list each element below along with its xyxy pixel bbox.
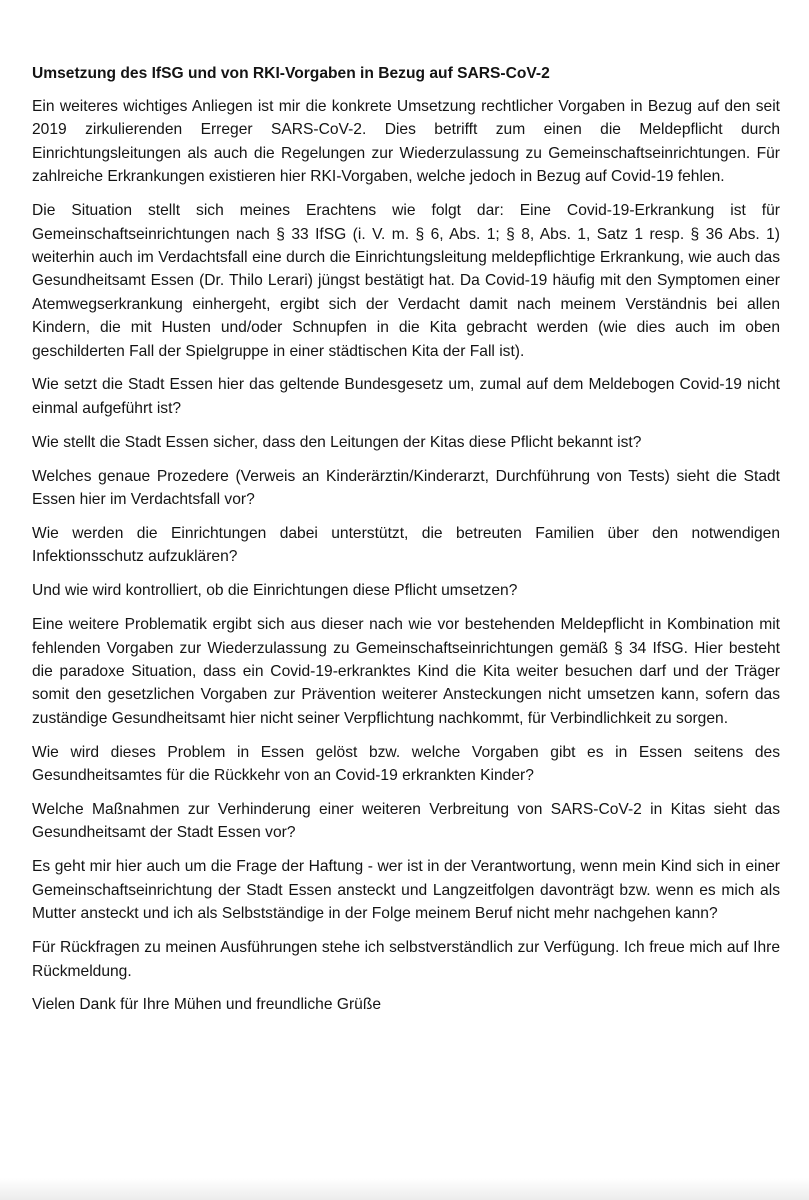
page-edge-shadow: [0, 1178, 809, 1200]
paragraph-intro: Ein weiteres wichtiges Anliegen ist mir die konkrete Umsetzung rechtlicher Vorgaben in Bezug auf den seit 2019 zirkulierenden Erreger SARS-CoV-2. Dies betrifft zum einen die Meldepflicht durch Einrichtungsleitungen als auch die Regelungen zur Wiederzulassung zu Gemeinschaftseinrichtungen. Für zahlreiche Erkrankungen existieren hier RKI-Vorgaben, welche jedoch in Bezug auf Covid-19 fehlen.: [32, 98, 780, 186]
question-federal-law: Wie setzt die Stadt Essen hier das geltende Bundesgesetz um, zumal auf dem Meldebogen Covid-19 nicht einmal aufgeführt ist?: [32, 376, 780, 417]
paragraph-closing: Für Rückfragen zu meinen Ausführungen stehe ich selbstverständlich zur Verfügung. Ich freue mich auf Ihre Rückmeldung.: [32, 939, 780, 980]
question-support: Wie werden die Einrichtungen dabei unterstützt, die betreuten Familien über den notwendigen Infektionsschutz aufzuklären?: [32, 525, 780, 566]
question-procedure: Welches genaue Prozedere (Verweis an Kinderärztin/Kinderarzt, Durchführung von Tests) sieht die Stadt Essen hier im Verdachtsfall vor?: [32, 467, 780, 509]
question-control: Und wie wird kontrolliert, ob die Einrichtungen diese Pflicht umsetzen?: [32, 582, 518, 600]
paragraph-liability: Es geht mir hier auch um die Frage der Haftung - wer ist in der Verantwortung, wenn mein Kind sich in einer Gemeinschaftseinrichtung der Stadt Essen ansteckt und Langzeitfolgen davonträgt bzw. wenn es mich als Mutter ansteckt und ich als Selbstständige in der Folge meinem Beruf nicht mehr nachgehen kann?: [32, 858, 780, 923]
paragraph-situation: Die Situation stellt sich meines Erachtens wie folgt dar: Eine Covid-19-Erkrankung ist für Gemeinschaftseinrichtungen nach § 33 IfSG (i. V. m. § 6, Abs. 1; § 8, Abs. 1, Satz 1 resp. § 36 Abs. 1) weiterhin auch im Verdachtsfall eine durch die Einrichtungsleitung meldepflichtige Erkrankung, wie auch das Gesundheitsamt Essen (Dr. Thilo Lerari) jüngst bestätigt hat. Da Covid-19 häufig mit den Symptomen einer Atemwegserkrankung einhergeht, ergibt sich der Verdacht damit nach meinem Verständnis bei allen Kindern, die mit Husten und/oder Schnupfen in die Kita gebracht werden (wie dies auch im oben geschilderten Fall der Spielgruppe in einer städtischen Kita der Fall ist).: [32, 202, 780, 360]
question-measures: Welche Maßnahmen zur Verhinderung einer weiteren Verbreitung von SARS-CoV-2 in Kitas sieht das Gesundheitsamt der Stadt Essen vor?: [32, 801, 780, 842]
paragraph-readmission-problem: Eine weitere Problematik ergibt sich aus dieser nach wie vor bestehenden Meldepflicht in Kombination mit fehlenden Vorgaben zur Wiederzulassung zu Gemeinschaftseinrichtungen gemäß § 34 IfSG. Hier besteht die paradoxe Situation, dass ein Covid-19-erkranktes Kind die Kita weiter besuchen darf und der Träger somit den gesetzlichen Vorgaben zur Prävention weiterer Ansteckungen nicht umsetzen kann, sofern das zuständige Gesundheitsamt hier nicht seiner Verpflichtung nachkommt, für Verbindlichkeit zu sorgen.: [32, 616, 780, 727]
paragraph-greeting: Vielen Dank für Ihre Mühen und freundliche Grüße: [32, 996, 382, 1014]
question-essen-solution: Wie wird dieses Problem in Essen gelöst bzw. welche Vorgaben gibt es in Essen seitens des Gesundheitsamtes für die Rückkehr von an Covid-19 erkrankten Kinder?: [32, 743, 780, 785]
document-heading: Umsetzung des IfSG und von RKI-Vorgaben in Bezug auf SARS-CoV-2: [32, 65, 550, 82]
question-kita-leaders: Wie stellt die Stadt Essen sicher, dass den Leitungen der Kitas diese Pflicht bekannt ist?: [32, 433, 642, 451]
